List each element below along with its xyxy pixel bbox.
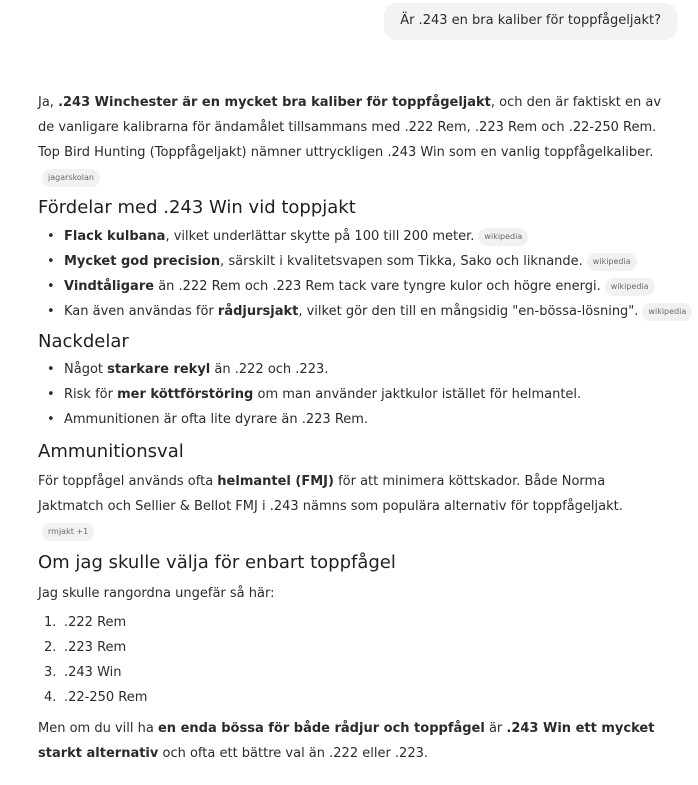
ammo-text-2: för att minimera köttskador. Både Norma Jaktmatch och Sellier & Bellot FMJ i .243 nämns som populära alternativ för toppfågeljakt. [38,474,623,514]
citation-chip-wikipedia[interactable]: wikipedia [605,278,655,296]
citation-chip-wikipedia[interactable]: wikipedia [642,303,692,321]
item-text-pre: Risk för [64,387,118,402]
fordelar-list [38,224,687,324]
user-message-text: Är .243 en bra kaliber för toppfågeljakt? [400,13,661,28]
closing-bold-2: .243 Win ett mycket starkt alternativ [38,721,655,761]
ranking-item [38,685,670,710]
citation-chip-wikipedia[interactable]: wikipedia [478,228,528,246]
heading-fordelar: Fördelar med .243 Win vid toppjakt [38,197,356,218]
intro-text-2: , och den är faktiskt en av de vanligare kalibrarna för ändamålet tillsammans med .222 Rem, .223 Rem och .22-250 Rem. Top Bird Hunting (Toppfågeljakt) nämner uttryckligen .243 Win som en vanlig toppfågelkaliber. [38,95,662,160]
nackdelar-list [38,357,670,432]
list-item [38,299,687,324]
item-text: än .222 Rem och .223 Rem tack vare tyngre kulor och högre energi. [154,279,601,294]
closing-bold-1: en enda bössa för både rådjur och toppfågel [157,721,485,736]
list-item [38,382,670,407]
citation-chip-rmjakt[interactable]: rmjakt +1 [42,523,94,541]
item-text: än .222 och .223. [210,362,329,377]
ranking-number: 4. [44,690,57,705]
ranking-number: 1. [44,615,57,630]
ranking-label: .22-250 Rem [64,690,148,705]
ammo-text-1: För toppfågel används ofta [38,474,218,489]
bullet-icon: • [47,229,55,244]
item-bold: Flack kulbana [64,229,166,244]
ranking-label: .223 Rem [64,640,127,655]
ammo-bold-1: helmantel (FMJ) [217,474,334,489]
user-message-bubble [384,3,677,40]
ranking-item [38,660,670,685]
closing-text-2: är [484,721,507,736]
citation-chip-wikipedia[interactable]: wikipedia [587,253,637,271]
item-bold: Mycket god precision [64,254,221,269]
closing-paragraph [38,716,670,766]
closing-text-3: och ofta ett bättre val än .222 eller .223. [158,746,428,761]
heading-nackdelar: Nackdelar [38,331,129,352]
list-item [38,224,670,249]
item-bold: rådjursjakt [217,304,299,319]
item-bold: mer köttförstöring [117,387,254,402]
bullet-icon: • [47,304,55,319]
item-text: , vilket gör den till en mångsidig "en-bössa-lösning". [298,304,639,319]
list-item [38,249,670,274]
intro-text-1: Ja, [38,95,59,110]
closing-text-1: Men om du vill ha [38,721,158,736]
bullet-icon: • [47,279,55,294]
ranking-number: 2. [44,640,57,655]
ranking-item [38,610,670,635]
bullet-icon: • [47,254,55,269]
item-text: , särskilt i kvalitetsvapen som Tikka, Sako och liknande. [220,254,583,269]
item-text-pre: Något [64,362,108,377]
ranking-list [38,610,670,710]
ranking-number: 3. [44,665,57,680]
citation-chip-jagarskolan[interactable]: jagarskolan [42,169,100,187]
item-text: om man använder jaktkulor istället för helmantel. [253,387,582,402]
ranking-item [38,635,670,660]
ranking-label: .243 Win [64,665,122,680]
bullet-icon: • [47,362,55,377]
ranking-intro: Jag skulle rangordna ungefär så här: [38,586,275,601]
list-item [38,274,670,299]
heading-val: Om jag skulle välja för enbart toppfågel [38,552,396,573]
list-item [38,357,670,382]
intro-paragraph [38,90,670,190]
item-text: , vilket underlättar skytte på 100 till 200 meter. [165,229,475,244]
heading-ammunitionsval: Ammunitionsval [38,441,184,462]
assistant-answer [38,90,687,766]
item-bold: Vindtåligare [64,279,155,294]
list-item [38,407,670,432]
bullet-icon: • [47,387,55,402]
item-text: Ammunitionen är ofta lite dyrare än .223 Rem. [64,412,369,427]
bullet-icon: • [47,412,55,427]
ammunition-paragraph [38,469,670,544]
item-text-pre: Kan även användas för [64,304,218,319]
ranking-label: .222 Rem [64,615,127,630]
item-bold: starkare rekyl [107,362,211,377]
intro-bold-1: .243 Winchester är en mycket bra kaliber för toppfågeljakt [58,95,491,110]
